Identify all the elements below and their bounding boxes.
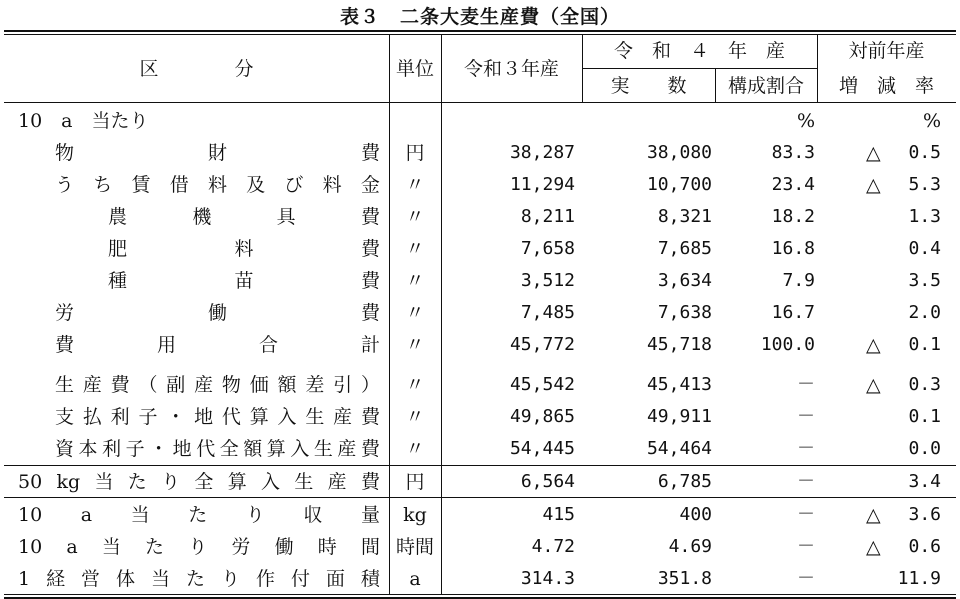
row-unit: 〃 [405, 438, 425, 460]
row-r3-value: 7,485 [520, 302, 575, 323]
row-label [55, 142, 380, 164]
label-glyph: 労 [231, 536, 251, 558]
row-r3-value: 8,211 [520, 206, 575, 227]
label-glyph: 生 [313, 438, 333, 460]
row-ratio-value: － [797, 504, 815, 525]
row-r3-value: 45,772 [509, 334, 575, 355]
header-r4-actual: 実 数 [610, 75, 687, 97]
label-glyph: 当 [130, 504, 150, 526]
row-ratio-value: － [797, 406, 815, 427]
label-glyph: 入 [290, 438, 310, 460]
row-r3-value: 54,445 [509, 438, 575, 459]
decrease-triangle-icon: △ [866, 142, 881, 164]
label-glyph: 体 [116, 568, 136, 590]
label-glyph: 当 [151, 568, 171, 590]
label-glyph: 量 [360, 504, 380, 526]
decrease-triangle-icon: △ [866, 374, 881, 396]
row-label [18, 504, 380, 526]
row-r4-value: 4.69 [668, 536, 712, 557]
label-glyph: 農 [108, 206, 128, 228]
label-glyph: 収 [303, 504, 323, 526]
label-glyph: 算 [266, 438, 286, 460]
label-glyph: 計 [360, 334, 380, 356]
label-glyph: 面 [325, 568, 345, 590]
row-yoy-value: 0.4 [908, 238, 941, 259]
label-glyph: り [245, 504, 265, 526]
row-unit: 〃 [405, 406, 425, 428]
label-glyph: 地 [194, 406, 214, 428]
row-r4-value: 38,080 [646, 142, 712, 163]
label-glyph: 物 [221, 374, 241, 396]
row-ratio-value: 83.3 [771, 142, 815, 163]
row-r4-value: 400 [679, 504, 712, 525]
label-glyph: 代 [221, 406, 241, 428]
label-glyph: 生 [55, 374, 75, 396]
label-glyph: 労 [55, 302, 75, 324]
row-unit: 〃 [405, 206, 425, 228]
label-glyph: ・ [149, 438, 169, 460]
label-glyph: 合 [258, 334, 278, 356]
row-r3-value: 3,512 [520, 270, 575, 291]
row-yoy-value: 1.3 [908, 206, 941, 227]
label-glyph: 料 [322, 174, 342, 196]
row-yoy-value: 11.9 [897, 568, 941, 589]
top-rule-thick [4, 30, 956, 32]
label-glyph: 全 [194, 471, 214, 493]
label-glyph: び [284, 174, 304, 196]
header-yoy-line2: 増 減 率 [838, 75, 934, 97]
row-label [55, 334, 380, 356]
label-glyph: 費 [360, 406, 380, 428]
label-glyph: 入 [277, 406, 297, 428]
header-category: 区 分 [139, 58, 254, 80]
row-unit: kg [403, 504, 427, 526]
label-glyph: 入 [261, 471, 281, 493]
header-unit: 単位 [395, 58, 434, 80]
label-glyph: 働 [274, 536, 294, 558]
row-r3-value: 11,294 [509, 174, 575, 195]
label-glyph: 額 [243, 438, 263, 460]
row-yoy-value: 0.1 [908, 334, 941, 355]
r4-subheader-rule [582, 68, 817, 69]
row-unit: 円 [405, 471, 425, 493]
row-label [18, 568, 380, 590]
row-ratio-value: － [797, 374, 815, 395]
section-rule-2 [4, 497, 956, 498]
decrease-triangle-icon: △ [866, 504, 881, 526]
label-glyph: 費 [360, 471, 380, 493]
row-label [55, 174, 380, 196]
label-glyph: 及 [246, 174, 266, 196]
label-glyph: 具 [276, 206, 296, 228]
label-glyph: 費 [360, 270, 380, 292]
label-glyph: 全 [219, 438, 239, 460]
label-glyph: 積 [360, 568, 380, 590]
label-glyph: 産 [327, 471, 347, 493]
label-glyph: 引 [333, 374, 353, 396]
label-glyph: 費 [360, 438, 380, 460]
label-glyph: 産 [337, 438, 357, 460]
row-label [108, 206, 380, 228]
label-glyph: 利 [110, 406, 130, 428]
label-glyph: 地 [172, 438, 192, 460]
row-yoy-value: 3.6 [908, 504, 941, 525]
row-ratio-value: 16.7 [771, 302, 815, 323]
row-yoy-value: 0.3 [908, 374, 941, 395]
label-glyph: 10 [18, 536, 43, 558]
label-glyph: 50 [18, 471, 43, 493]
row-r4-value: 45,718 [646, 334, 712, 355]
label-glyph: 種 [108, 270, 128, 292]
row-r4-value: 8,321 [657, 206, 712, 227]
label-glyph: 経 [46, 568, 66, 590]
label-glyph: り [161, 471, 181, 493]
table-title: 表３ 二条大麦生産費（全国） [339, 6, 620, 28]
label-glyph: 1 [18, 568, 31, 590]
header-r3: 令和３年産 [463, 58, 559, 80]
row-r4-value: 54,464 [646, 438, 712, 459]
label-glyph: 子 [125, 438, 145, 460]
row-ratio-value: － [797, 568, 815, 589]
label-glyph: 利 [102, 438, 122, 460]
label-glyph: 財 [207, 142, 227, 164]
row-unit: 〃 [405, 334, 425, 356]
row-label [55, 438, 380, 460]
label-glyph: 間 [360, 536, 380, 558]
row-r3-value: 45,542 [509, 374, 575, 395]
label-glyph: 時 [317, 536, 337, 558]
label-glyph: 差 [305, 374, 325, 396]
section-label-per-10a: 10 a 当たり [18, 110, 149, 132]
row-label [108, 238, 380, 260]
label-glyph: 10 [18, 504, 43, 526]
row-r4-value: 10,700 [646, 174, 712, 195]
row-r4-value: 6,785 [657, 471, 712, 492]
header-yoy-line1: 対前年産 [848, 40, 925, 62]
label-glyph: 物 [55, 142, 75, 164]
row-label [55, 374, 380, 396]
label-glyph: 借 [169, 174, 189, 196]
header-bottom-rule [4, 102, 956, 103]
row-r3-value: 7,658 [520, 238, 575, 259]
label-glyph: 算 [227, 471, 247, 493]
row-yoy-value: 3.5 [908, 270, 941, 291]
row-unit: a [409, 568, 421, 590]
section-rule-1 [4, 465, 956, 466]
label-glyph: 料 [234, 238, 254, 260]
row-unit: 円 [405, 142, 425, 164]
label-glyph: 産 [194, 374, 214, 396]
label-glyph: 費 [110, 374, 130, 396]
label-glyph: 本 [78, 438, 98, 460]
percent-unit-yoy: % [922, 110, 941, 132]
row-unit: 〃 [405, 374, 425, 396]
row-r4-value: 7,638 [657, 302, 712, 323]
label-glyph: （ [138, 374, 158, 396]
label-glyph: 代 [196, 438, 216, 460]
row-yoy-value: 2.0 [908, 302, 941, 323]
decrease-triangle-icon: △ [866, 174, 881, 196]
row-r4-value: 351.8 [657, 568, 712, 589]
row-yoy-value: 0.5 [908, 142, 941, 163]
row-r4-value: 45,413 [646, 374, 712, 395]
label-glyph: 生 [305, 406, 325, 428]
row-yoy-value: 0.1 [908, 406, 941, 427]
label-glyph: 働 [207, 302, 227, 324]
label-glyph: り [188, 536, 208, 558]
row-r3-value: 49,865 [509, 406, 575, 427]
row-ratio-value: 16.8 [771, 238, 815, 259]
row-r4-value: 7,685 [657, 238, 712, 259]
label-glyph: 支 [55, 406, 75, 428]
label-glyph: 機 [192, 206, 212, 228]
row-unit: 〃 [405, 270, 425, 292]
label-glyph: 当 [101, 536, 121, 558]
label-glyph: 金 [360, 174, 380, 196]
label-glyph: 費 [360, 206, 380, 228]
label-glyph: 賃 [131, 174, 151, 196]
label-glyph: 生 [294, 471, 314, 493]
label-glyph: a [66, 536, 78, 558]
decrease-triangle-icon: △ [866, 334, 881, 356]
label-glyph: 価 [249, 374, 269, 396]
row-unit: 時間 [395, 536, 434, 558]
row-yoy-value: 0.0 [908, 438, 941, 459]
label-glyph: 当 [94, 471, 114, 493]
label-glyph: 額 [277, 374, 297, 396]
label-glyph: た [188, 504, 208, 526]
row-r3-value: 6,564 [520, 471, 575, 492]
row-ratio-value: － [797, 438, 815, 459]
label-glyph: り [220, 568, 240, 590]
label-glyph: 産 [82, 374, 102, 396]
row-ratio-value: 18.2 [771, 206, 815, 227]
percent-unit-ratio: % [796, 110, 815, 132]
row-label [55, 406, 380, 428]
label-glyph: 肥 [108, 238, 128, 260]
row-yoy-value: 5.3 [908, 174, 941, 195]
row-ratio-value: － [797, 536, 815, 557]
label-glyph: た [145, 536, 165, 558]
label-glyph: 費 [360, 142, 380, 164]
label-glyph: 副 [166, 374, 186, 396]
label-glyph: た [127, 471, 147, 493]
row-ratio-value: 100.0 [760, 334, 815, 355]
row-label [18, 471, 380, 493]
label-glyph: a [80, 504, 93, 526]
row-r4-value: 3,634 [657, 270, 712, 291]
row-r3-value: 4.72 [531, 536, 575, 557]
label-glyph: う [55, 174, 75, 196]
row-ratio-value: － [797, 471, 815, 492]
label-glyph: ） [360, 374, 380, 396]
label-glyph: 営 [81, 568, 101, 590]
label-glyph: 資 [55, 438, 75, 460]
row-yoy-value: 0.6 [908, 536, 941, 557]
label-glyph: 付 [290, 568, 310, 590]
row-unit: 〃 [405, 302, 425, 324]
header-r4-ratio: 構成割合 [727, 75, 804, 97]
label-glyph: 用 [156, 334, 176, 356]
label-glyph: 費 [55, 334, 75, 356]
row-unit: 〃 [405, 238, 425, 260]
row-label [18, 536, 380, 558]
row-label [55, 302, 380, 324]
label-glyph: 料 [207, 174, 227, 196]
row-r4-value: 49,911 [646, 406, 712, 427]
row-label [108, 270, 380, 292]
label-glyph: 払 [82, 406, 102, 428]
top-rule-thin [4, 34, 956, 35]
row-ratio-value: 23.4 [771, 174, 815, 195]
row-yoy-value: 3.4 [908, 471, 941, 492]
label-glyph: 産 [333, 406, 353, 428]
row-unit: 〃 [405, 174, 425, 196]
label-glyph: 子 [138, 406, 158, 428]
row-r3-value: 314.3 [520, 568, 575, 589]
label-glyph: 費 [360, 302, 380, 324]
label-glyph: kg [56, 471, 81, 493]
decrease-triangle-icon: △ [866, 536, 881, 558]
header-r4: 令 和 ４ 年 産 [613, 40, 785, 62]
bottom-rule-thin [4, 594, 956, 595]
row-r3-value: 38,287 [509, 142, 575, 163]
label-glyph: 苗 [234, 270, 254, 292]
label-glyph: 費 [360, 238, 380, 260]
row-ratio-value: 7.9 [782, 270, 815, 291]
label-glyph: た [186, 568, 206, 590]
row-r3-value: 415 [542, 504, 575, 525]
label-glyph: ・ [166, 406, 186, 428]
label-glyph: 算 [249, 406, 269, 428]
label-glyph: 作 [255, 568, 275, 590]
label-glyph: ち [93, 174, 113, 196]
